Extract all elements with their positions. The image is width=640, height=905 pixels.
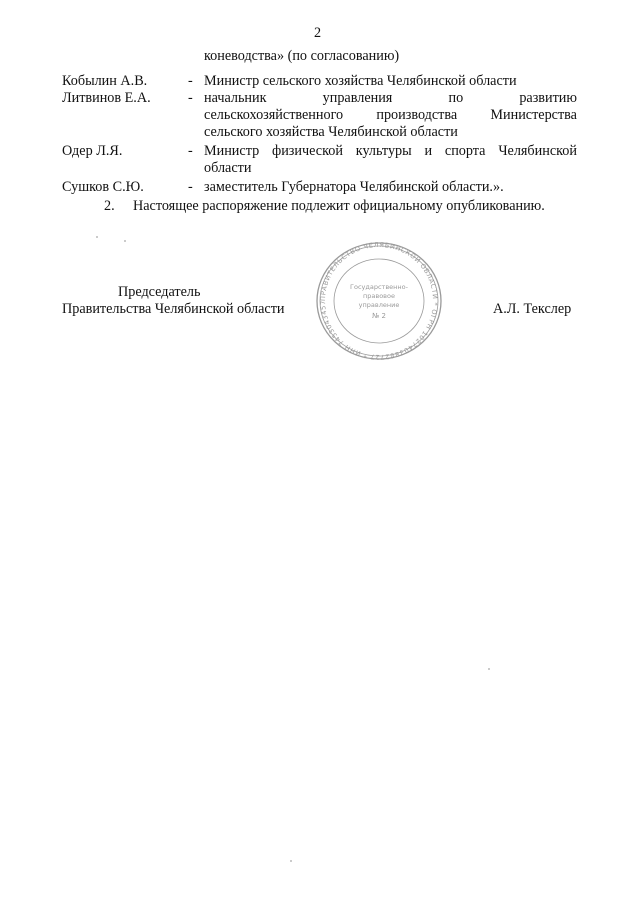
member-position-line: области: [204, 160, 252, 176]
scan-speck: [124, 240, 126, 242]
svg-text:Государственно-: Государственно-: [350, 283, 408, 291]
word: физической: [272, 143, 343, 159]
member-position-line: сельского хозяйства Челябинской области: [204, 124, 458, 140]
member-name: Кобылин А.В.: [62, 73, 148, 89]
word: Министр: [204, 143, 260, 159]
word: Челябинской: [498, 143, 577, 159]
word: Министерства: [490, 107, 577, 123]
member-position-line: [204, 107, 577, 124]
signatory-name: А.Л. Текслер: [493, 301, 572, 317]
word: развитию: [519, 90, 577, 106]
word: по: [448, 90, 464, 106]
member-dash: -: [188, 73, 193, 89]
member-dash: -: [188, 143, 193, 159]
member-position-line: [204, 90, 577, 107]
word: спорта: [444, 143, 486, 159]
member-position-line: [204, 143, 577, 160]
word: культуры: [355, 143, 412, 159]
member-position: Министр сельского хозяйства Челябинской области: [204, 73, 517, 89]
member-name: Литвинов Е.А.: [62, 90, 151, 106]
scan-speck: [488, 668, 490, 670]
item-text: Настоящее распоряжение подлежит официальному опубликованию.: [133, 198, 545, 214]
continuation-line: коневодства» (по согласованию): [204, 48, 400, 64]
word: начальник: [204, 90, 267, 106]
word: и: [424, 143, 433, 159]
page-number: 2: [314, 25, 322, 41]
official-seal: [316, 241, 442, 361]
scan-speck: [290, 860, 292, 862]
item-number: 2.: [104, 198, 115, 214]
signature-title-line1: Председатель: [118, 284, 201, 300]
svg-text:управление: управление: [358, 301, 400, 309]
member-position: заместитель Губернатора Челябинской области.».: [204, 179, 504, 195]
signature-title-line2: Правительства Челябинской области: [62, 301, 285, 317]
word: сельскохозяйственного: [204, 107, 344, 123]
member-name: Сушков С.Ю.: [62, 179, 144, 195]
svg-text:№ 2: № 2: [372, 312, 386, 320]
word: управления: [322, 90, 393, 106]
member-dash: -: [188, 90, 193, 106]
svg-text:правовое: правовое: [363, 292, 395, 300]
word: производства: [376, 107, 458, 123]
svg-text:ПРАВИТЕЛЬСТВО ЧЕЛЯБИНСКОЙ ОБЛА: ПРАВИТЕЛЬСТВО ЧЕЛЯБИНСКОЙ ОБЛАСТИ * ОГРН 1027403882727 * ИНН 7453043457: [318, 241, 440, 361]
member-dash: -: [188, 179, 193, 195]
scan-speck: [96, 236, 98, 238]
member-name: Одер Л.Я.: [62, 143, 123, 159]
